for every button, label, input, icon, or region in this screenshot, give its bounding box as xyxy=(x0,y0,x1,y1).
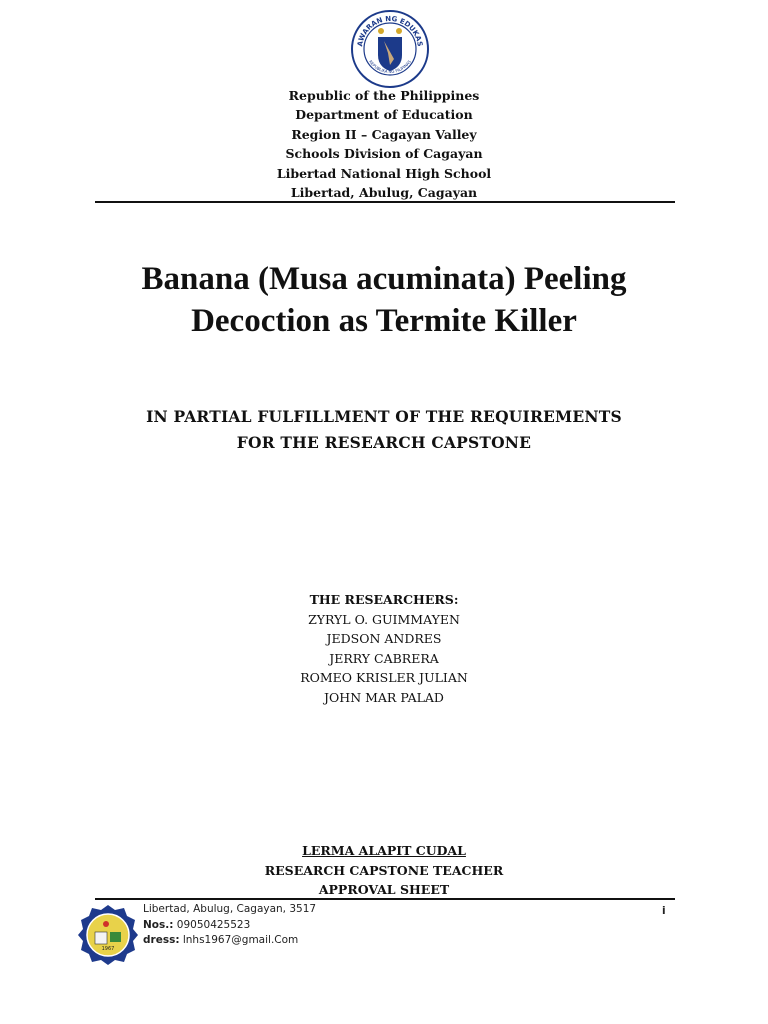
header-line-address: Libertad, Abulug, Cagayan xyxy=(290,185,478,201)
deped-seal xyxy=(350,9,430,89)
footer-divider xyxy=(95,898,675,900)
researcher-name: JERRY CABRERA xyxy=(329,650,439,666)
title-line-1: Banana (Musa acuminata) Peeling xyxy=(141,261,627,297)
approval-sheet-label: APPROVAL SHEET xyxy=(318,882,450,897)
header-block xyxy=(0,86,768,202)
page-number: i xyxy=(662,905,666,917)
title-line-2: Decoction as Termite Killer xyxy=(191,303,577,339)
researchers-heading: THE RESEARCHERS: xyxy=(309,592,459,607)
footer-phone: 09050425523 xyxy=(176,918,251,931)
header-line-division: Schools Division of Cagayan xyxy=(285,146,483,162)
svg-text:REPUBLIKA NG PILIPINAS: REPUBLIKA NG PILIPINAS xyxy=(368,59,412,75)
researcher-name: ZYRYL O. GUIMMAYEN xyxy=(308,611,460,627)
teacher-block xyxy=(0,841,768,900)
subtitle xyxy=(0,404,768,456)
footer-email: lnhs1967@gmail.Com xyxy=(182,934,299,946)
researcher-name: JEDSON ANDRES xyxy=(326,631,442,646)
header-line-republic: Republic of the Philippines xyxy=(288,88,480,103)
header-line-school: Libertad National High School xyxy=(276,165,492,181)
header-line-department: Department of Education xyxy=(295,107,473,123)
researchers-block xyxy=(0,590,768,707)
header-divider xyxy=(95,201,675,203)
document-title xyxy=(0,258,768,342)
phone-label: Nos.: xyxy=(143,918,174,931)
researcher-name: ROMEO KRISLER JULIAN xyxy=(300,670,468,685)
teacher-role: RESEARCH CAPSTONE TEACHER xyxy=(264,862,504,878)
email-label: dress: xyxy=(143,934,180,946)
logo-year: 1967 xyxy=(101,946,115,952)
subtitle-line-1: IN PARTIAL FULFILLMENT OF THE REQUIREMENTS xyxy=(146,407,622,426)
svg-text:KAGAWARAN NG EDUKASYON: AWARAN NG EDUKAS xyxy=(356,14,424,48)
school-logo xyxy=(77,904,139,966)
header-line-region: Region II – Cagayan Valley xyxy=(291,126,477,142)
researcher-name: JOHN MAR PALAD xyxy=(324,689,444,705)
footer-contact xyxy=(143,902,316,949)
footer-address: Libertad, Abulug, Cagayan, 3517 xyxy=(143,903,317,915)
subtitle-line-2: FOR THE RESEARCH CAPSTONE xyxy=(236,433,532,452)
teacher-name: LERMA ALAPIT CUDAL xyxy=(302,843,466,858)
